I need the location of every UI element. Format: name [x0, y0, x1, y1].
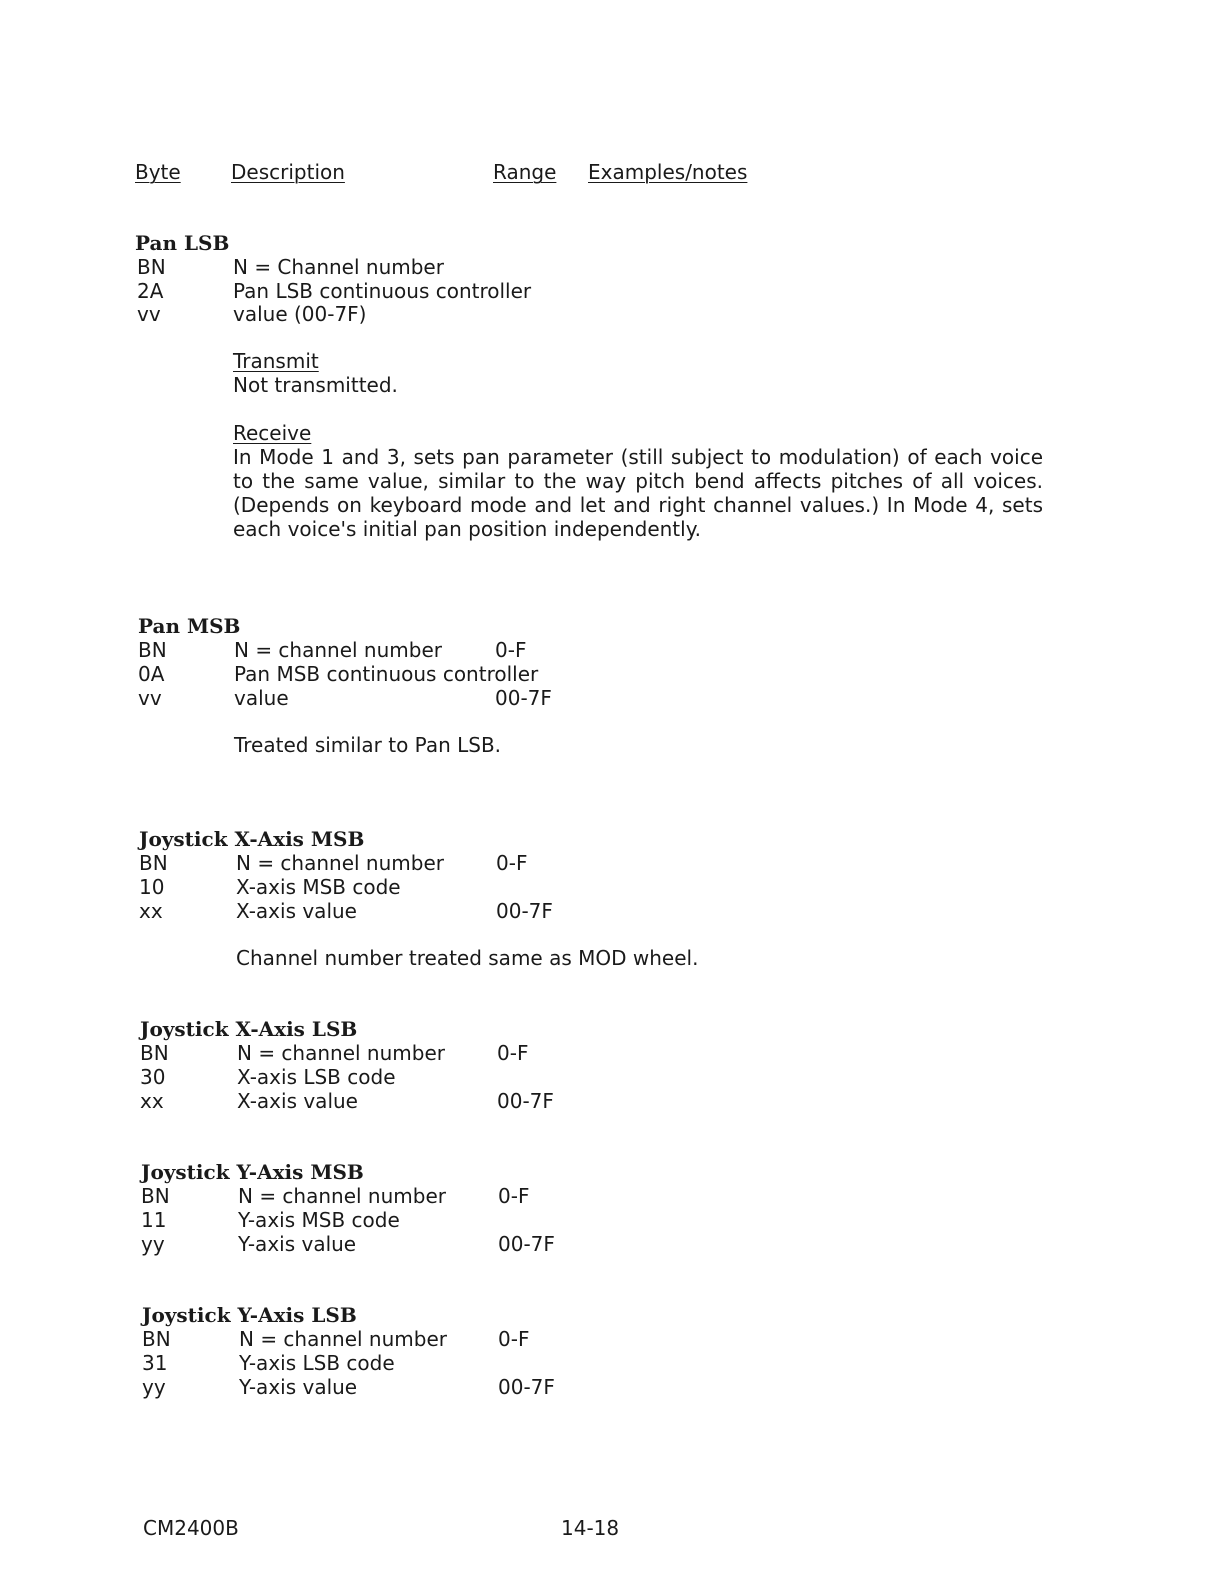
range-cell: 0-F — [498, 1327, 530, 1351]
section-title: Joystick X-Axis LSB — [140, 1017, 358, 1041]
transmit-text: Not transmitted. — [233, 373, 398, 397]
byte-cell: xx — [139, 899, 163, 923]
byte-cell: BN — [140, 1041, 169, 1065]
desc-cell: Y-axis MSB code — [238, 1208, 400, 1232]
footer-page-number: 14-18 — [561, 1516, 620, 1540]
header-description: Description — [231, 160, 345, 184]
byte-cell: xx — [140, 1089, 164, 1113]
range-cell: 0-F — [495, 638, 527, 662]
byte-cell: vv — [138, 686, 162, 710]
byte-cell: BN — [139, 851, 168, 875]
byte-cell: yy — [141, 1232, 165, 1256]
receive-text: In Mode 1 and 3, sets pan parameter (still subject to modulation) of each voice to the same value, similar to the way pitch bend affects pitches of all voices. (Depends on keyboard mode and let and right channel values.) In Mode 4, sets each voice's initial pan position independently. — [233, 445, 1043, 541]
byte-cell: BN — [142, 1327, 171, 1351]
desc-cell: N = channel number — [236, 851, 444, 875]
desc-cell: N = channel number — [237, 1041, 445, 1065]
section-note: Treated similar to Pan LSB. — [234, 733, 502, 757]
header-notes: Examples/notes — [588, 160, 748, 184]
desc-cell: Pan MSB continuous controller — [234, 662, 539, 686]
range-cell: 0-F — [496, 851, 528, 875]
byte-cell: 30 — [140, 1065, 166, 1089]
desc-cell: Y-axis value — [239, 1375, 358, 1399]
desc-cell: N = channel number — [234, 638, 442, 662]
byte-cell: vv — [137, 302, 161, 326]
byte-cell: BN — [138, 638, 167, 662]
desc-cell: Pan LSB continuous controller — [233, 279, 532, 303]
desc-cell: Y-axis LSB code — [239, 1351, 395, 1375]
desc-cell: Y-axis value — [238, 1232, 357, 1256]
byte-cell: 2A — [137, 279, 164, 303]
desc-cell: N = channel number — [238, 1184, 446, 1208]
byte-cell: BN — [141, 1184, 170, 1208]
header-byte: Byte — [135, 160, 181, 184]
range-cell: 0-F — [497, 1041, 529, 1065]
desc-cell: X-axis value — [236, 899, 357, 923]
desc-cell: N = channel number — [239, 1327, 447, 1351]
byte-cell: 0A — [138, 662, 165, 686]
transmit-label: Transmit — [233, 349, 319, 373]
section-title: Pan LSB — [135, 231, 230, 255]
desc-cell: N = Channel number — [233, 255, 444, 279]
range-cell: 00-7F — [498, 1232, 555, 1256]
section-note: Channel number treated same as MOD wheel. — [236, 946, 699, 970]
byte-cell: 31 — [142, 1351, 168, 1375]
byte-cell: yy — [142, 1375, 166, 1399]
byte-cell: 10 — [139, 875, 165, 899]
section-title: Pan MSB — [138, 614, 241, 638]
range-cell: 00-7F — [497, 1089, 554, 1113]
byte-cell: BN — [137, 255, 166, 279]
receive-label: Receive — [233, 421, 312, 445]
section-title: Joystick Y-Axis MSB — [141, 1160, 364, 1184]
range-cell: 00-7F — [495, 686, 552, 710]
section-title: Joystick Y-Axis LSB — [142, 1303, 357, 1327]
header-range: Range — [493, 160, 557, 184]
byte-cell: 11 — [141, 1208, 167, 1232]
desc-cell: X-axis MSB code — [236, 875, 401, 899]
desc-cell: X-axis value — [237, 1089, 358, 1113]
range-cell: 00-7F — [498, 1375, 555, 1399]
range-cell: 0-F — [498, 1184, 530, 1208]
footer-doc-id: CM2400B — [143, 1516, 239, 1540]
desc-cell: value (00-7F) — [233, 302, 367, 326]
desc-cell: value — [234, 686, 289, 710]
desc-cell: X-axis LSB code — [237, 1065, 396, 1089]
section-title: Joystick X-Axis MSB — [139, 827, 365, 851]
range-cell: 00-7F — [496, 899, 553, 923]
